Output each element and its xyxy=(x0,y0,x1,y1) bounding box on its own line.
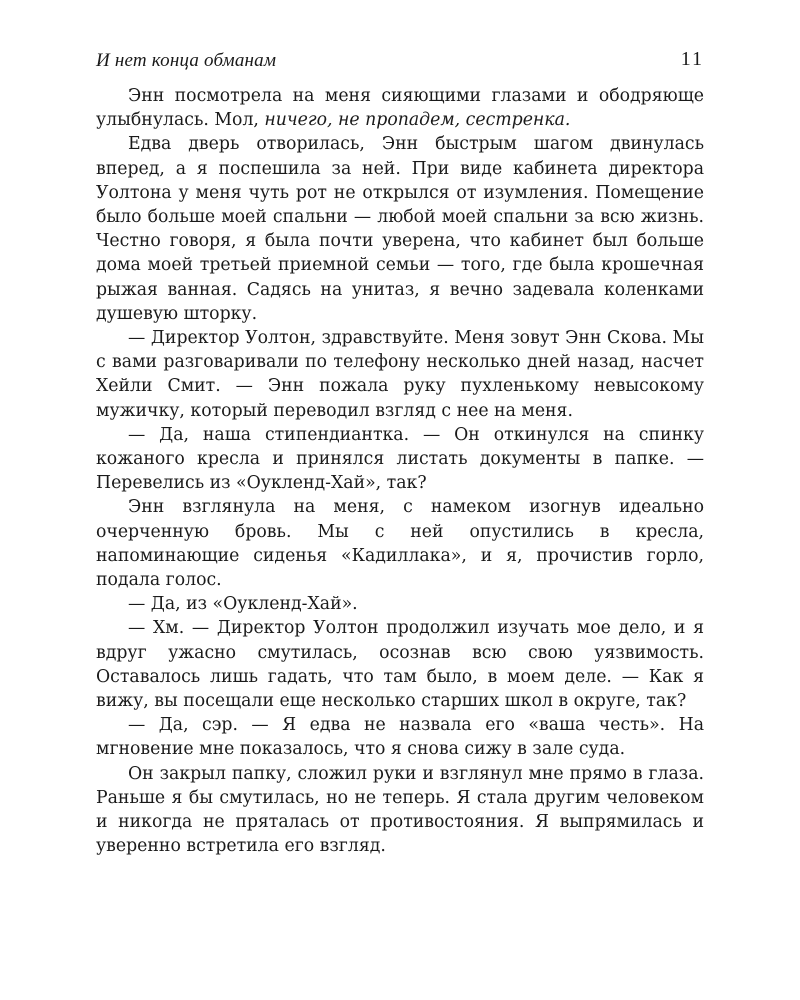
paragraph: Он закрыл папку, сложил руки и взглянул мне прямо в глаза. Раньше я бы смутилась, но не теперь. Я стала другим человеком и никогда не пряталась от противостояния. Я выпрямилась и уверенно встретила его взгляд. xyxy=(96,763,704,857)
italic-phrase: ничего, не пропадем, сестренка. xyxy=(264,110,571,131)
page-number: 11 xyxy=(680,48,704,70)
paragraph-text: Энн посмотрела на меня сияющими глазами и ободряюще улыбнулась. Мол, xyxy=(96,86,704,131)
paragraph: — Да, из «Оукленд-Хай». xyxy=(128,594,358,615)
paragraph: — Директор Уолтон, здравствуйте. Меня зовут Энн Скова. Мы с вами разговаривали по телефону несколько дней назад, насчет Хейли Смит. — Энн пожала руку пухленькому невысокому мужичку, который переводил взгляд с нее на меня. xyxy=(96,328,704,421)
paragraph: Энн взглянула на меня, с намеком изогнув идеально очерченную бровь. Мы с ней опустились в кресла, напоминающие сиденья «Кадиллака», и я, прочистив горло, подала голос. xyxy=(96,497,704,591)
body-text xyxy=(96,84,704,859)
paragraph: — Да, сэр. — Я едва не назвала его «ваша честь». На мгновение мне показалось, что я снова сижу в зале суда. xyxy=(96,715,704,760)
running-title: И нет конца обманам xyxy=(96,50,277,71)
paragraph: — Хм. — Директор Уолтон продолжил изучать мое дело, и я вдруг ужасно смутилась, осознав всю свою уязвимость. Оставалось лишь гадать, что там было, в моем деле. — Как я вижу, вы посещали еще несколько старших школ в округе, так? xyxy=(96,618,704,712)
paragraph xyxy=(96,84,704,132)
running-head xyxy=(96,50,704,72)
paragraph: — Да, наша стипендиантка. — Он откинулся на спинку кожаного кресла и принялся листать документы в папке. — Перевелись из «Оукленд-Хай», так? xyxy=(96,424,704,494)
paragraph: Едва дверь отворилась, Энн быстрым шагом двинулась вперед, а я поспешила за ней. При виде кабинета директора Уолтона у меня чуть рот не открылся от изумления. Помещение было больше моей спальни — любой моей спальни за всю жизнь. Честно говоря, я была почти уверена, что кабинет был больше дома моей третьей приемной семьи — того, где была крошечная рыжая ванная. Садясь на унитаз, я вечно задевала коленками душевую шторку. xyxy=(96,134,704,324)
